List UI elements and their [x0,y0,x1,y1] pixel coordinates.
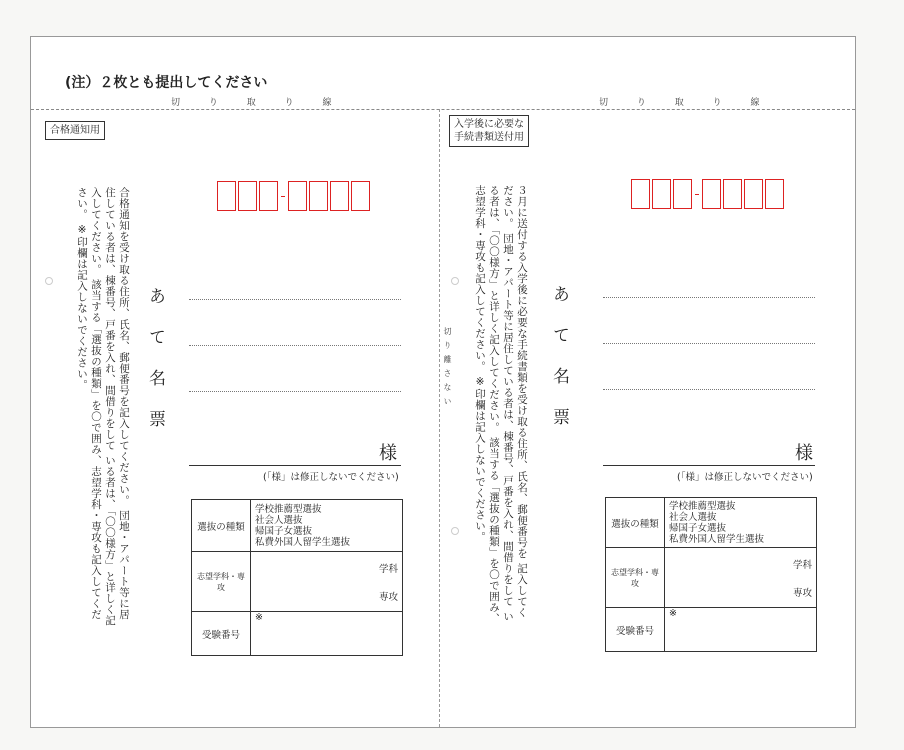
sama-hint-left: (「様」は修正しないでください) [263,472,399,483]
tag-line: 手続書類送付用 [454,132,524,143]
punch-mark [45,277,53,285]
option-working-adult[interactable]: 社会人選抜 [669,511,717,523]
dept-unit: 学科 [792,559,812,571]
entry-table-right [605,497,817,652]
instruction-line: ※印欄は記入しないでください。 [76,223,88,391]
instruction-line: 記入してください。 [502,185,528,618]
tag-enrollment-docs [449,115,529,147]
cut-label-left: 切 り 取 り 線 [171,98,345,108]
instruction-line: 合格通知を受け取る住所、氏名、郵便番号を記入してください。 [118,187,130,506]
instruction-line: 団地・アパート等に居住している者は、棟番号、戸番を入れ、間借りをして [104,187,130,620]
instruction-line: ３月に送付する入学後に必要な手続書類を受け取る住所、氏名、郵便番号を [516,185,528,559]
tag-acceptance: 合格通知用 [45,121,105,140]
name-line-left [189,465,401,466]
card-title-left: あて名票 [145,287,165,451]
punch-mark [451,527,459,535]
instruction-line: 該当する「選抜の種類」を〇で囲み、志望学科・専攻も記入してください。 [474,185,500,624]
cut-label-right: 切 り 取 り 線 [599,98,773,108]
name-line-right [603,465,815,466]
postal-code-boxes-right[interactable] [631,179,784,209]
option-returnee[interactable]: 帰国子女選抜 [255,525,313,537]
address-line[interactable] [603,343,815,344]
exam-number-field [665,608,817,652]
instruction-line: 団地・アパート等に居住している者は、棟番号、戸番を入れ、間借りをして [502,232,514,607]
instruction-line: 該当する「選抜の種類」を〇で囲み、志望学科・専攻も記入してください。 [76,187,102,620]
instructions-left [75,187,131,627]
option-school-recommendation[interactable]: 学校推薦型選抜 [669,500,736,512]
option-returnee[interactable]: 帰国子女選抜 [669,522,727,534]
sama-hint-right: (「様」は修正しないでください) [677,472,813,483]
office-use-mark: ※ [669,608,677,619]
dept-label: 志望学科・専攻 [606,548,665,608]
dept-unit: 学科 [378,563,398,575]
option-intl-student[interactable]: 私費外国人留学生選抜 [255,536,351,548]
major-unit: 専攻 [378,591,398,603]
exam-number-field [251,612,403,656]
card-title-right: あて名票 [549,285,569,449]
exam-label: 受験番号 [192,612,251,656]
major-unit: 専攻 [792,587,812,599]
selection-label: 選抜の種類 [606,498,665,548]
address-line[interactable] [189,391,401,392]
sama-honorific-right: 様 [795,443,813,464]
form-sheet [30,36,856,728]
address-line[interactable] [189,299,401,300]
option-intl-student[interactable]: 私費外国人留学生選抜 [669,533,765,545]
instructions-right [473,185,529,625]
submit-note: (注）２枚とも提出してください [65,75,268,91]
address-line[interactable] [603,297,815,298]
selection-options[interactable] [251,500,403,552]
tag-line: 入学後に必要な [454,119,524,130]
office-use-mark: ※ [255,612,263,623]
selection-options[interactable] [665,498,817,548]
dept-field[interactable] [251,552,403,612]
sama-honorific-left: 様 [379,443,397,464]
no-cut-label: 切り離さない [443,327,452,411]
selection-label: 選抜の種類 [192,500,251,552]
instruction-line: いる者は、「〇〇様方」と详しく記入してください。 [488,185,514,622]
punch-mark [451,277,459,285]
address-line[interactable] [189,345,401,346]
fold-line-vertical [439,109,440,727]
instruction-line: ※印欄は記入しないでください。 [474,375,486,543]
dept-label: 志望学科・専攻 [192,552,251,612]
address-line[interactable] [603,389,815,390]
option-school-recommendation[interactable]: 学校推薦型選抜 [255,503,322,515]
entry-table-left [191,499,403,656]
dept-field[interactable] [665,548,817,608]
cut-line-horizontal [31,109,855,110]
instruction-line: いる者は、「〇〇様方」と详しく記入してください。 [90,187,116,626]
postal-code-boxes-left[interactable] [217,181,370,211]
option-working-adult[interactable]: 社会人選抜 [255,514,303,526]
exam-label: 受験番号 [606,608,665,652]
